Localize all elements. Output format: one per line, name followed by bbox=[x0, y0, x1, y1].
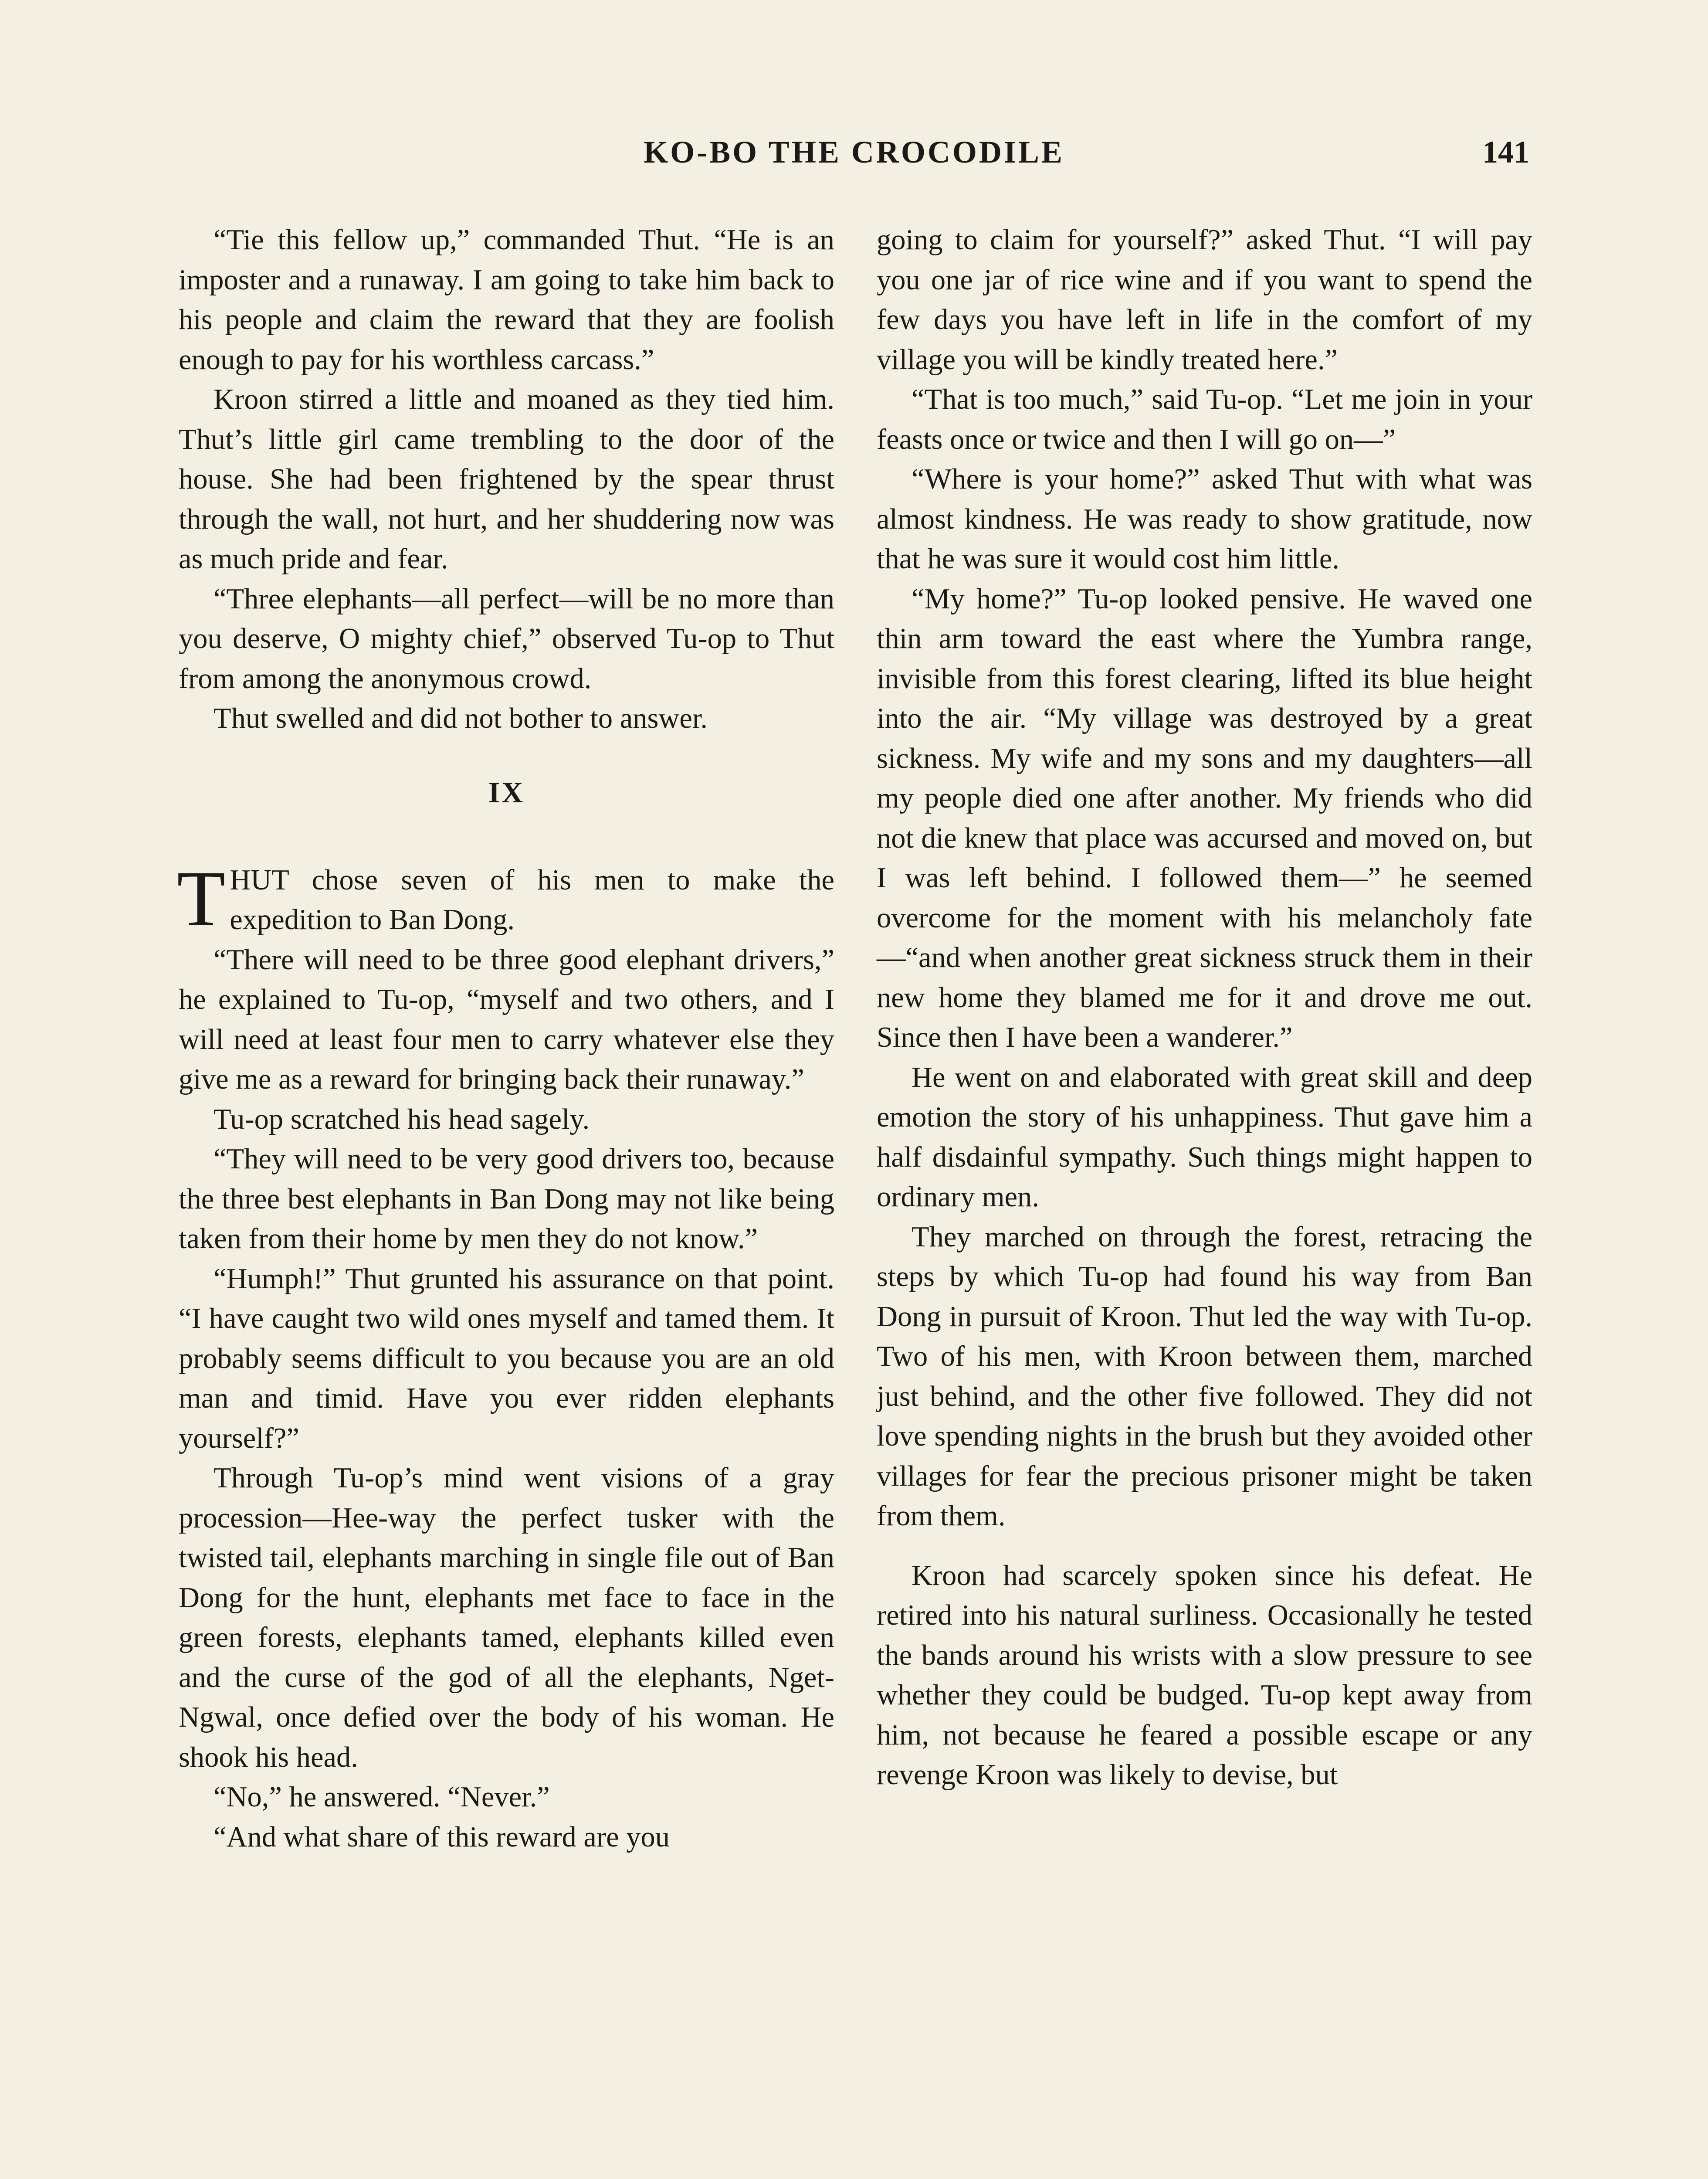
paragraph: “There will need to be three good elephant drivers,” he explained to Tu-op, “myself and two others, and I will need at least four men to carry whatever else they give me as a reward for bringing back their runaway.” bbox=[179, 944, 834, 1095]
paragraph: Through Tu-op’s mind went visions of a gray procession—Hee-way the perfect tusker with the twisted tail, elephants marching in single file out of Ban Dong for the hunt, elephants met face to face in the green forests, elephants tamed, elephants killed even and the curse of the god of all the elephants, Nget-Ngwal, once defied over the body of his woman. He shook his head. bbox=[179, 1462, 834, 1773]
paragraph: He went on and elaborated with great skill and deep emotion the story of his unhappiness. Thut gave him a half disdainful sympathy. Such things might happen to ordinary men. bbox=[877, 1061, 1532, 1213]
paragraph: “Three elephants—all perfect—will be no more than you deserve, O mighty chief,” observed Tu-op to Thut from among the anonymous crowd. bbox=[179, 583, 834, 695]
paragraph: Kroon had scarcely spoken since his defeat. He retired into his natural surliness. Occasionally he tested the bands around his wrists with a slow pressure to see whether they could be budged. Tu-op kept away from him, not because he feared a possible escape or any revenge Kroon was likely to devise, but bbox=[877, 1559, 1532, 1791]
paragraph: “They will need to be very good drivers too, because the three best elephants in Ban Dong may not like being taken from their home by men they do not know.” bbox=[179, 1143, 834, 1255]
paragraph: Tu-op scratched his head sagely. bbox=[214, 1103, 590, 1135]
right-column bbox=[877, 220, 1532, 1795]
paragraph-dropcap bbox=[177, 855, 834, 943]
paragraph: They marched on through the forest, retracing the steps by which Tu-op had found his way from Ban Dong in pursuit of Kroon. Thut led the way with Tu-op. Two of his men, with Kroon between them, marched just behind, and the other five followed. They did not love spending nights in the brush but they avoided other villages for fear the precious prisoner might be taken from them. bbox=[877, 1221, 1532, 1532]
paragraph: “And what share of this reward are you bbox=[214, 1821, 670, 1853]
paragraph: “No,” he answered. “Never.” bbox=[214, 1781, 550, 1813]
page-number: 141 bbox=[1482, 135, 1529, 170]
paragraph: Thut swelled and did not bother to answer. bbox=[214, 703, 708, 734]
paragraph: “Tie this fellow up,” commanded Thut. “He is an imposter and a runaway. I am going to take him back to his people and claim the reward that they are foolish enough to pay for his worthless carcass.” bbox=[179, 224, 834, 376]
paragraph: “Where is your home?” asked Thut with what was almost kindness. He was ready to show gratitude, now that he was sure it would cost him little. bbox=[877, 463, 1532, 575]
paragraph: Kroon stirred a little and moaned as they tied him. Thut’s little girl came trembling to the door of the house. She had been frightened by the spear thrust through the wall, not hurt, and her shuddering now was as much pride and fear. bbox=[179, 384, 834, 575]
paragraph: “Humph!” Thut grunted his assurance on that point. “I have caught two wild ones myself and tamed them. It probably seems difficult to you because you are an old man and timid. Have you ever ridden elephants yourself?” bbox=[179, 1263, 834, 1454]
left-column bbox=[179, 220, 834, 1857]
paragraph: going to claim for yourself?” asked Thut. “I will pay you one jar of rice wine and if you want to spend the few days you have left in life in the comfort of my village you will be kindly treated here.” bbox=[877, 224, 1532, 376]
paragraph: “My home?” Tu-op looked pensive. He waved one thin arm toward the east where the Yumbra range, invisible from this forest clearing, lifted its blue height into the air. “My village was destroyed by a great sickness. My wife and my sons and my daughters—all my people died one after another. My friends who did not die knew that place was accursed and moved on, but I was left behind. I followed them—” he seemed overcome for the moment with his melancholy fate—“and when another great sickness struck them in their new home they blamed me for it and drove me out. Since then I have been a wanderer.” bbox=[877, 583, 1532, 1053]
paragraph: “That is too much,” said Tu-op. “Let me join in your feasts once or twice and then I will go on—” bbox=[877, 384, 1532, 455]
paragraph-text: HUT chose seven of his men to make the expedition to Ban Dong. bbox=[230, 864, 834, 936]
section-heading: IX bbox=[488, 775, 525, 809]
page-header bbox=[179, 131, 1529, 179]
drop-cap: T bbox=[177, 855, 226, 943]
running-title: KO-BO THE CROCODILE bbox=[644, 135, 1064, 170]
